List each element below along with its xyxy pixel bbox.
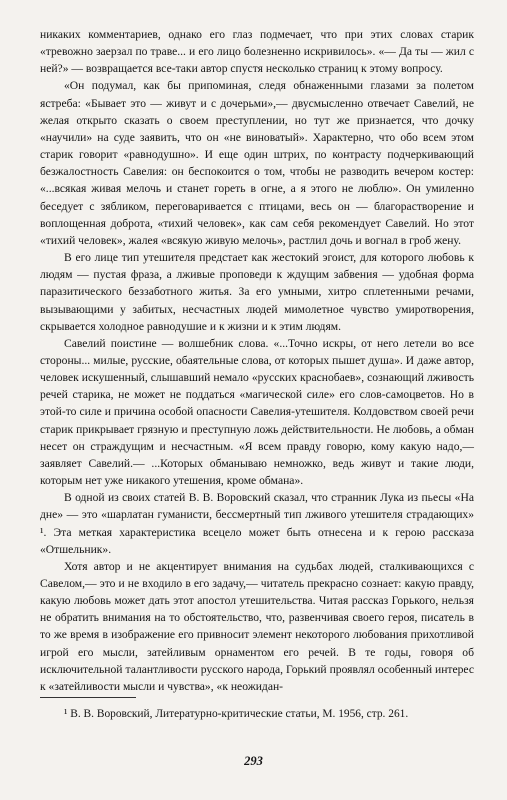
footnote-text: ¹ В. В. Воровский, Литературно-критические статьи, М. 1956, стр. 261. [64,708,409,720]
paragraph-6: Хотя автор и не акцентирует внимания на судьбах людей, сталкивающихся с Савелом,— это и не входило в его задачу,— читатель прекрасно сознает: какую правду, какую любовь может дать этот апостол утешительства. Читая рассказ Горького, нельзя не обратить внимания на то обстоятельство, что, развенчивая своего героя, писатель в то же время в изображение его привносит элемент некоторого любования прихотливой игрой его мысли, затейливым орнаментом его речей. В те годы, говоря об исключительной талантливости русского народа, Горький проявлял особенный интерес к «затейливости мысли и чувства», «к неожидан- [40,559,474,693]
body-text [40,26,474,695]
paragraph-1: никаких комментариев, однако его глаз подмечает, что при этих словах старик «тревожно заерзал по траве... и его лицо болезненно искривилось». «— Да ты — жил с ней?» — возвращается все-таки автор спустя несколько страниц к этому вопросу. [40,28,474,76]
paragraph-4: Савелий поистине — волшебник слова. «...Точно искры, от него летели во все стороны... милые, русские, обаятельные слова, от которых пышет душа». И даже автор, человек искушенный, слышавший немало «русских краснобаев», сознающий лживость речей старика, не может не поддаться «магической силе» его слов-самоцветов. Но в этой-то силе и причина особой опасности Савелия-утешителя. Колдовством своей речи старик прикрывает грязную и преступную ложь действительности. Не любовь, а обман несет он страждущим и несчастным. «Я всем правду говорю, кому какую надо,— заявляет Савелий.— ...Которых обманываю немножко, ведь живут и такие люди, которым нет уже никакого утешения, кроме обмана». [40,336,474,488]
footnote [40,707,474,723]
paragraph-2: «Он подумал, как бы припоминая, следя обнаженными глазами за полетом ястреба: «Бывает это — живут и с дочерьми»,— двусмысленно отвечает Савелий, не желая открыто сказать о своем преступлении, но тут же признается, что дочку «научили» на суде заявить, что он «не виноватый». Характерно, что обо всем этом старик говорит «равнодушно». И еще один штрих, по контрасту подчеркивающий безжалостность Савелия: он беспокоится о том, чтобы не разводить вечером костер: «...всякая живая мелочь и станет гореть в огне, а я этого не люблю». Он умиленно беседует с зябликом, переговаривается с птицами, весь он — благорастворение и воплощенная доброта, «тихий человек», как сам себя рекомендует Савелий. Но этот «тихий человек», жалея «всякую живую мелочь», растлил дочь и вогнал в гроб жену. [40,79,474,247]
paragraph-3: В его лице тип утешителя предстает как жестокий эгоист, для которого любовь к людям — пустая фраза, а лживые проповеди к ждущим забвения — удобная форма паразитического беззаботного житья. За его умными, хитро сплетенными речами, вызывающими у забитых, несчастных людей мимолетное чувство умиротворения, скрывается холодное равнодушие и к жизни и к этим людям. [40,251,474,333]
footnote-divider [40,697,136,698]
page-number: 293 [244,754,263,768]
paragraph-5: В одной из своих статей В. В. Воровский сказал, что странник Лука из пьесы «На дне» — это «шарлатан гуманисти, бессмертный тип лживого утешителя страдающих» ¹. Эта меткая характеристика всецело может быть отнесена и к герою рассказа «Отшельник». [40,491,474,556]
